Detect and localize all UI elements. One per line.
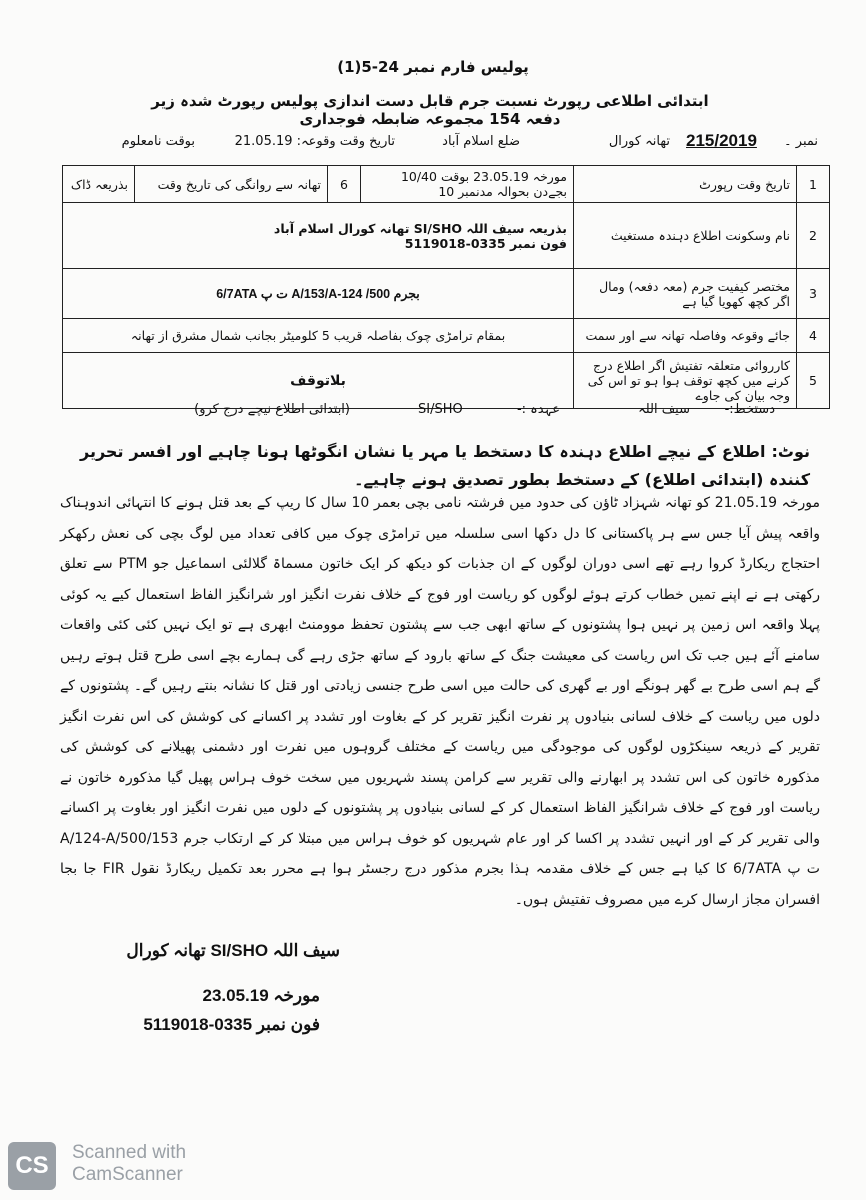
footer-phone: فون نمبر 0335-5119018 xyxy=(143,1015,320,1034)
occurrence-time: بوقت نامعلوم xyxy=(121,134,195,149)
row-value xyxy=(63,203,574,269)
row-number: 2 xyxy=(797,203,830,269)
number-label: نمبر ۔ xyxy=(784,134,818,149)
occurrence-date: تاریخ وقت وقوعہ: 21.05.19 xyxy=(234,134,395,149)
row-label: تھانہ سے روانگی کی تاریخ وقت xyxy=(135,166,328,203)
row-value: مورخہ 23.05.19 بوقت 10/40 بجےدن بحوالہ مدنمبر 10 xyxy=(361,166,574,203)
informant-name: بذریعہ سیف اللہ SI/SHO تھانہ کورال اسلام آباد xyxy=(273,220,567,236)
row-label: تاریخ وقت رپورٹ xyxy=(574,166,797,203)
sign-name: سیف اللہ xyxy=(638,402,690,417)
sign-label: دستخط:- xyxy=(724,402,775,417)
report-body: مورخہ 21.05.19 کو تھانہ شہزاد ٹاؤن کی حدود میں فرشتہ نامی بچی بعمر 10 سال کا ریپ کے بعد قتل ہونے کا انتہائی اندوہناک واقعہ پیش آیا جس سے ہر پاکستانی کا دل دکھا اسی سلسلہ میں ترامڑی چوک میں کافی تعداد میں لوگ بچی کی نعش رکھکر احتجاج ریکارڈ کروا رہے تھے اسی دوران لوگوں کے ان جذبات کو دیکھ کر ایک خاتون مسماۃ گلالئی اسماعیل جو PTM سے تعلق رکھتی ہے نے اپنے تمیں خطاب کرتے ہوئے لوگوں کو ریاست اور فوج کے خلاف نفرت انگیز اور شرانگیز الفاظ استعمال کیے یہ کوئی پہلا واقعہ اس زمین پر نہیں ہوا پشتونوں کے ساتھ ابھی جب سے پشتون تحفظ موومنٹ ابھری ہے تو ایک نہیں کئی کئی واقعات سامنے آئے ہیں جب تک اس ریاست کی معیشت جنگ کے ساتھ بارود کے ساتھ جڑی رہے گی ہمارے بچے اسی طرح قتل ہوتے رہیں گے ہم اسی طرح بے گھر ہونگے اور بے گھری کی حالت میں اسی طرح جنسی زیادتی اور قتل کا نشانہ بنتے رہیں گے۔ پشتونوں کے دلوں میں ریاست کے خلاف لسانی بنیادوں پر نفرت انگیز تقریر کر کے بغاوت اور تشدد پر اکسانے کی کوشش کی اس نفرت انگیز تقریر کے ذریعہ سینکڑوں لوگوں کی موجودگی میں ریاست کے مختلف گروہوں میں نفرت اور دشمنی پھیلانے کی کوشش کی مذکورہ خاتون کی اس تشدد پر ابھارنے والی تقریر سے کرامن پسند شہریوں میں سخت خوف ہراس پھیل گیا مذکورہ خاتون نے ریاست اور فوج کے خلاف شرانگیز الفاظ استعمال کر کے لسانی بنیادوں پر پشتونوں کے دلوں میں نفرت انگیز اور بغاوت پر اکسانے والی تقریر کر کے اور انہیں تشدد پر اکسا کر اور عام شہریوں کو خوف ہراس میں مبتلا کر کے ارتکاب جرم 500/153/A/124-A ت پ 6/7ATA کا کیا ہے جس کے خلاف مقدمہ ہذا بجرم مذکور درج رجسٹر ہوا ہے محرر بعد تکمیل ریکارڈ نقول FIR جا بجا افسران مجاز ارسال کرے میں مصروف تفتیش ہوں۔ xyxy=(60,495,821,908)
row-label: مختصر کیفیت جرم (معہ دفعہ) ومال اگر کچھ کھویا گیا ہے xyxy=(574,269,797,319)
police-station: تھانہ کورال xyxy=(608,134,670,149)
row-number: 5 xyxy=(797,353,830,409)
watermark-line2: CamScanner xyxy=(72,1164,183,1185)
form-row xyxy=(63,269,830,319)
row-value: بلاتوقف xyxy=(63,353,574,409)
note-text: نوٹ: اطلاع کے نیچے اطلاع دہندہ کا دستخط یا مہر یا نشان انگوٹھا ہونا چاہیے اور افسر تحریر کنندہ (ابتدائی اطلاع) کے دستخط بطور تصدیق ہونے چاہیے۔ xyxy=(80,442,810,489)
row-label: نام وسکونت اطلاع دہندہ مستغیث xyxy=(574,203,797,269)
row-value: بذریعہ ڈاک xyxy=(63,166,135,203)
row-number: 3 xyxy=(797,269,830,319)
form-row xyxy=(63,319,830,353)
form-number: پولیس فارم نمبر 24-5(1) xyxy=(337,58,529,76)
designation-label: عہدہ :- xyxy=(516,402,560,417)
row-value: بمقام ترامڑی چوک بفاصلہ قریب 5 کلومیٹر بجانب شمال مشرق از تھانہ xyxy=(63,319,574,353)
footer-date: مورخہ 23.05.19 xyxy=(202,986,320,1005)
fir-form-table xyxy=(62,165,830,409)
watermark-line1: Scanned with xyxy=(72,1142,187,1163)
camscanner-watermark xyxy=(8,1142,228,1186)
document-title: ابتدائی اطلاعی رپورٹ نسبت جرم قابل دست اندازی پولیس رپورٹ شدہ زیر دفعہ 154 مجموعہ ضابطہ فوجداری xyxy=(151,92,709,128)
form-row xyxy=(63,166,830,203)
row-number: 4 xyxy=(797,319,830,353)
informant-phone: فون نمبر 0335-5119018 xyxy=(404,235,567,251)
watermark-text xyxy=(72,1142,186,1186)
fir-number: 215/2019 xyxy=(686,131,757,150)
form-row xyxy=(63,353,830,409)
instruction: (ابتدائی اطلاع نیچے درج کرو) xyxy=(194,402,350,417)
form-row xyxy=(63,203,830,269)
row-number: 1 xyxy=(797,166,830,203)
row-value: بجرم 500/ 124-A/153/A ت پ 6/7ATA xyxy=(63,269,574,319)
camscanner-logo-icon: CS xyxy=(8,1142,56,1190)
row-label: جائے وقوعہ وفاصلہ تھانہ سے اور سمت xyxy=(574,319,797,353)
district: ضلع اسلام آباد xyxy=(442,134,520,149)
row-label: کارروائی متعلقہ تفتیش اگر اطلاع درج کرنے میں کچھ توقف ہوا ہو تو اس کی وجہ بیان کی جاوے xyxy=(574,353,797,409)
officer-signature: سیف اللہ SI/SHO تھانہ کورال xyxy=(126,941,340,960)
row-number: 6 xyxy=(328,166,361,203)
designation: SI/SHO xyxy=(418,402,463,417)
